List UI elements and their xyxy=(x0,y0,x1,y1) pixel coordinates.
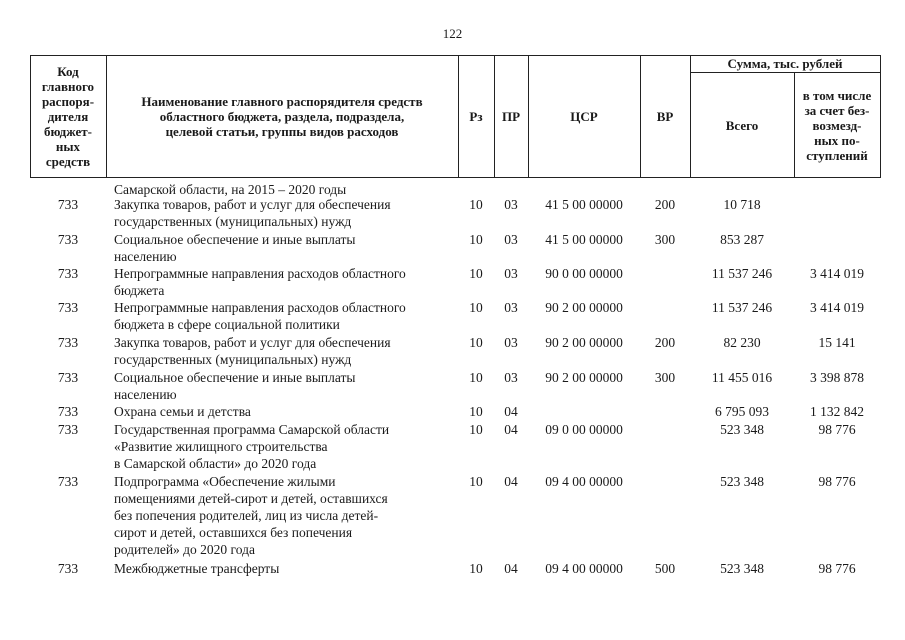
cell-rz: 10 xyxy=(469,300,483,315)
cell-name: Социальное обеспечение и иные выплаты населению xyxy=(114,370,356,402)
cell-vr: 300 xyxy=(654,232,676,247)
continuation-text: Самарской области, на 2015 – 2020 годы xyxy=(114,182,347,197)
cell-total: 11 455 016 xyxy=(711,370,773,385)
cell-code: 733 xyxy=(57,232,79,247)
cell-pr: 03 xyxy=(504,197,518,212)
cell-free: 3 414 019 xyxy=(810,300,864,315)
header-sum: Сумма, тыс. рублей xyxy=(727,56,843,71)
cell-csr: 41 5 00 00000 xyxy=(545,197,623,212)
cell-name: Непрограммные направления расходов областного бюджета в сфере социальной политики xyxy=(114,300,406,332)
cell-name: Социальное обеспечение и иные выплаты населению xyxy=(114,232,356,264)
cell-rz: 10 xyxy=(469,370,483,385)
cell-csr: 09 4 00 00000 xyxy=(545,561,623,576)
cell-total: 523 348 xyxy=(720,474,764,489)
cell-code: 733 xyxy=(57,266,79,281)
cell-name: Закупка товаров, работ и услуг для обеспечения государственных (муниципальных) нужд xyxy=(114,197,391,229)
cell-total: 523 348 xyxy=(720,561,764,576)
header-rz: Рз xyxy=(469,109,483,124)
page-number: 122 xyxy=(442,26,463,41)
cell-name: Непрограммные направления расходов областного бюджета xyxy=(114,266,406,298)
cell-free: 98 776 xyxy=(818,474,856,489)
cell-vr: 200 xyxy=(654,197,676,212)
header-total: Всего xyxy=(725,117,759,133)
cell-code: 733 xyxy=(57,561,79,576)
header-pr: ПР xyxy=(501,109,521,124)
cell-pr: 03 xyxy=(504,370,518,385)
cell-code: 733 xyxy=(57,300,79,315)
cell-free: 1 132 842 xyxy=(810,404,864,419)
cell-pr: 04 xyxy=(504,422,518,437)
cell-total: 11 537 246 xyxy=(711,266,773,281)
cell-name: Государственная программа Самарской области «Развитие жилищного строительства в Самарской области» до 2020 года xyxy=(114,422,390,471)
header-csr: ЦСР xyxy=(570,109,598,124)
cell-vr: 200 xyxy=(654,335,676,350)
cell-csr: 90 2 00 00000 xyxy=(545,335,623,350)
cell-code: 733 xyxy=(57,474,79,489)
cell-rz: 10 xyxy=(469,266,483,281)
cell-rz: 10 xyxy=(469,422,483,437)
cell-csr: 09 0 00 00000 xyxy=(545,422,623,437)
cell-total: 82 230 xyxy=(723,335,761,350)
cell-pr: 03 xyxy=(504,335,518,350)
cell-rz: 10 xyxy=(469,197,483,212)
cell-total: 853 287 xyxy=(720,232,764,247)
header-free: в том числе за счет без- возмезд- ных по- ступлений xyxy=(802,87,872,163)
cell-free: 98 776 xyxy=(818,422,856,437)
header-border xyxy=(880,55,881,178)
header-code: Код главного распоря- дителя бюджет- ных средств xyxy=(41,64,95,169)
cell-rz: 10 xyxy=(469,474,483,489)
cell-rz: 10 xyxy=(469,561,483,576)
cell-name: Охрана семьи и детства xyxy=(114,404,251,419)
header-vr: ВР xyxy=(656,109,674,124)
cell-total: 10 718 xyxy=(723,197,761,212)
cell-pr: 03 xyxy=(504,300,518,315)
cell-rz: 10 xyxy=(469,404,483,419)
cell-pr: 04 xyxy=(504,404,518,419)
cell-name: Межбюджетные трансферты xyxy=(114,561,280,576)
cell-code: 733 xyxy=(57,404,79,419)
cell-pr: 04 xyxy=(504,474,518,489)
cell-code: 733 xyxy=(57,197,79,212)
cell-pr: 03 xyxy=(504,266,518,281)
cell-rz: 10 xyxy=(469,232,483,247)
cell-code: 733 xyxy=(57,335,79,350)
cell-code: 733 xyxy=(57,422,79,437)
cell-code: 733 xyxy=(57,370,79,385)
cell-csr: 09 4 00 00000 xyxy=(545,474,623,489)
cell-vr: 500 xyxy=(654,561,676,576)
cell-csr: 90 2 00 00000 xyxy=(545,370,623,385)
cell-name: Закупка товаров, работ и услуг для обеспечения государственных (муниципальных) нужд xyxy=(114,335,391,367)
cell-vr: 300 xyxy=(654,370,676,385)
cell-name: Подпрограмма «Обеспечение жилыми помещениями детей-сирот и детей, оставшихся без попечения родителей, лиц из числа детей- сирот и детей, оставшихся без попечения родителей» до 2020 года xyxy=(114,474,388,557)
cell-total: 6 795 093 xyxy=(715,404,769,419)
cell-free: 98 776 xyxy=(818,561,856,576)
cell-pr: 04 xyxy=(504,561,518,576)
cell-csr: 90 0 00 00000 xyxy=(545,266,623,281)
cell-free: 15 141 xyxy=(818,335,856,350)
cell-rz: 10 xyxy=(469,335,483,350)
header-name: Наименование главного распорядителя средств областного бюджета, раздела, подраздела, целевой статьи, группы видов расходов xyxy=(141,94,423,139)
cell-total: 11 537 246 xyxy=(711,300,773,315)
cell-pr: 03 xyxy=(504,232,518,247)
cell-csr: 90 2 00 00000 xyxy=(545,300,623,315)
cell-free: 3 398 878 xyxy=(810,370,864,385)
cell-free: 3 414 019 xyxy=(810,266,864,281)
cell-csr: 41 5 00 00000 xyxy=(545,232,623,247)
cell-total: 523 348 xyxy=(720,422,764,437)
